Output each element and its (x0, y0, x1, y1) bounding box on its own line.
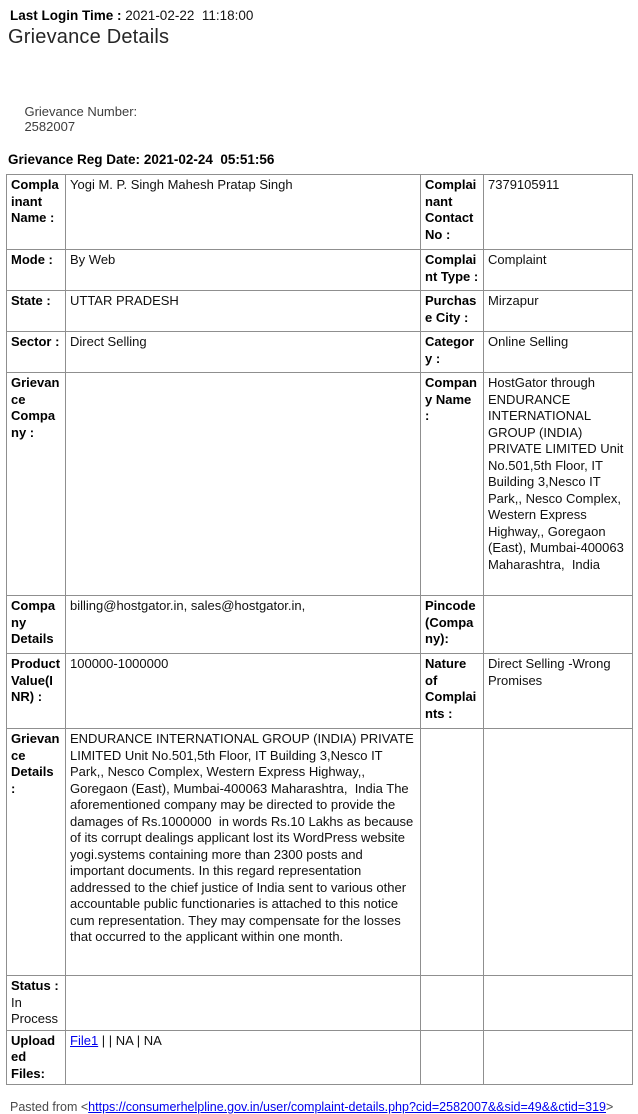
field-label: Complaint Type : (421, 250, 484, 291)
page-title: Grievance Details (8, 26, 170, 48)
status-cell (7, 976, 66, 1031)
field-value: Online Selling (484, 332, 633, 373)
table-row-state (7, 291, 633, 332)
field-label: State : (7, 291, 66, 332)
reg-date-value: 2021-02-24 05:51:56 (143, 152, 275, 167)
field-value: Complaint (484, 250, 633, 291)
table-row-uploaded-files (7, 1030, 633, 1085)
pasted-from-prefix: Pasted from < (10, 1100, 89, 1114)
field-value: Mirzapur (484, 291, 633, 332)
field-label: Nature of Complaints : (421, 654, 484, 729)
field-value: Direct Selling -Wrong Promises (484, 654, 633, 729)
field-value: UTTAR PRADESH (66, 291, 421, 332)
field-value (484, 1030, 633, 1085)
last-login-value: 2021-02-22 11:18:00 (125, 8, 254, 23)
table-row-company-details (7, 596, 633, 654)
grievance-reg-date (8, 152, 632, 167)
field-label: Purchase City : (421, 291, 484, 332)
table-row-complainant (7, 175, 633, 250)
field-value: billing@hostgator.in, sales@hostgator.in, (66, 596, 421, 654)
grievance-table (6, 174, 633, 1085)
field-label: Product Value(INR) : (7, 654, 66, 729)
field-value (484, 596, 633, 654)
file1-link[interactable]: File1 (70, 1032, 99, 1048)
field-label: Grievance Company : (7, 373, 66, 596)
field-label (421, 1030, 484, 1085)
source-url-link[interactable]: https://consumerhelpline.gov.in/user/complaint-details.php?cid=2582007&&sid=49&&ctid=319 (88, 1100, 606, 1114)
field-label: Complainant Contact No : (421, 175, 484, 250)
table-row-mode (7, 250, 633, 291)
uploaded-files-cell (66, 1030, 421, 1085)
pasted-from-footer (10, 1100, 632, 1114)
grievance-number (10, 89, 632, 149)
field-value: HostGator through ENDURANCE INTERNATIONAL GROUP (INDIA) PRIVATE LIMITED Unit No.501,5th Floor, IT Building 3,Nesco IT Park,, Nesco Complex, Western Express Highway,, Goregaon (East), Mumbai-400063 Maharashtra, India (484, 373, 633, 596)
table-row-grievance-details (7, 729, 633, 976)
table-row-company (7, 373, 633, 596)
grievance-number-label: Grievance Number: (24, 104, 138, 119)
field-label: Mode : (7, 250, 66, 291)
last-login-time (6, 8, 632, 23)
field-value: 100000-1000000 (66, 654, 421, 729)
field-value (484, 976, 633, 1031)
field-label: Complainant Name : (7, 175, 66, 250)
status-badge: In Process (11, 994, 58, 1026)
field-label (421, 729, 484, 976)
pasted-from-suffix: > (605, 1100, 614, 1114)
field-value: Yogi M. P. Singh Mahesh Pratap Singh (66, 175, 421, 250)
field-label: Category : (421, 332, 484, 373)
field-value (484, 729, 633, 976)
field-label: Company Details (7, 596, 66, 654)
field-label: Uploaded Files: (7, 1030, 66, 1085)
field-value: Direct Selling (66, 332, 421, 373)
status-label: Status : (11, 978, 59, 993)
grievance-number-value: 2582007 (24, 119, 76, 134)
field-value: By Web (66, 250, 421, 291)
field-label: Pincode (Company): (421, 596, 484, 654)
table-row-status (7, 976, 633, 1031)
field-label: Sector : (7, 332, 66, 373)
last-login-label: Last Login Time : (10, 8, 122, 23)
field-label (421, 976, 484, 1031)
table-row-product-value (7, 654, 633, 729)
field-label: Company Name : (421, 373, 484, 596)
uploaded-files-text: | | NA | NA (98, 1032, 162, 1048)
field-value (66, 976, 421, 1031)
reg-date-label: Grievance Reg Date: (8, 152, 141, 167)
field-label: Grievance Details : (7, 729, 66, 976)
field-value: ENDURANCE INTERNATIONAL GROUP (INDIA) PRIVATE LIMITED Unit No.501,5th Floor, IT Building 3,Nesco IT Park,, Nesco Complex, Western Express Highway,, Goregaon (East), Mumbai-400063 Maharashtra, India The aforementioned company may be directed to provide the damages of Rs.1000000 in words Rs.10 Lakhs as because of its corrupt dealings applicant lost its WordPress website yogi.systems containing more than 2300 posts and important documents. In this regard representation addressed to the chief justice of India sent to various other accountable public functionaries is attached to this notice cum representation. They may compensate for the losses that occurred to the applicant within one month. (66, 729, 421, 976)
table-row-sector (7, 332, 633, 373)
field-value: 7379105911 (484, 175, 633, 250)
field-value (66, 373, 421, 596)
